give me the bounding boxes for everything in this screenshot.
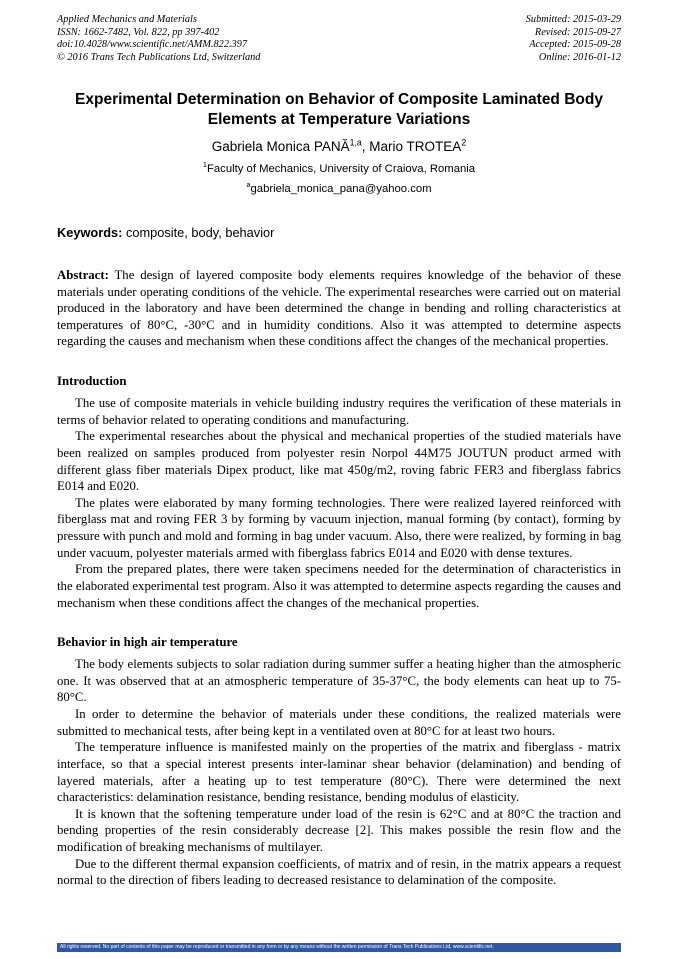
journal-info: [57, 14, 260, 64]
date-online: Online: 2016-01-12: [538, 51, 621, 63]
paragraph: From the prepared plates, there were taken specimens needed for the determination of characteristics in the elaborated experimental test program. Also it was attempted to determine aspects regarding the causes and mechanism when these conditions affect the changes of the mechanical properties.: [57, 562, 621, 610]
abstract-paragraph: [57, 267, 621, 350]
author-line: [57, 139, 621, 154]
affiliation-line: [57, 160, 621, 175]
section-heading-introduction: Introduction: [57, 374, 127, 389]
email-text: gabriela_monica_pana@yahoo.com: [250, 182, 432, 195]
author-separator: ,: [361, 138, 370, 154]
paragraph: The experimental researches about the physical and mechanical properties of the studied materials have been realized on samples produced from polyester resin Norpol 44M75 JOUTUN product armed with different glass fiber materials Dipex product, like mat 450g/m2, roving fabric FER3 and fiberglass fabrics E014 and E020.: [57, 429, 621, 494]
email-superscript: a: [246, 180, 251, 190]
paragraph: The use of composite materials in vehicle building industry requires the verification of these materials in terms of behavior related to operating conditions and manufacturing.: [57, 396, 621, 427]
abstract-label: Abstract:: [57, 267, 109, 282]
keywords-text: composite, body, behavior: [122, 224, 275, 240]
journal-copyright: © 2016 Trans Tech Publications Ltd, Switzerland: [57, 51, 261, 63]
date-revised: Revised: 2015-09-27: [534, 26, 621, 38]
paragraph: The body elements subjects to solar radiation during summer suffer a heating higher than the atmospheric one. It was observed that at an atmospheric temperature of 35-37°C, the body elements can heat up to 75-80°C.: [57, 657, 621, 705]
section-heading-behavior: Behavior in high air temperature: [57, 635, 238, 650]
submission-dates: [526, 14, 621, 64]
author-2-name: Mario TROTEA: [369, 138, 462, 154]
date-accepted: Accepted: 2015-09-28: [529, 39, 621, 51]
journal-issn-volume: ISSN: 1662-7482, Vol. 822, pp 397-402: [57, 26, 220, 38]
abstract-text: The design of layered composite body elements requires knowledge of the behavior of these materials under operating conditions of the vehicle. The experimental researches were carried out on material produced in the laboratory and have been determined the change in bending and rolling characteristics at temperatures of 80°C, -30°C and in humidity conditions. Also it was attempted to determine aspects regarding the causes and mechanism when these conditions affect the changes of the mechanical properties.: [57, 267, 621, 349]
section-behavior-high-air-temperature: [57, 635, 621, 889]
paper-title-line1: Experimental Determination on Behavior of Composite Laminated Body: [75, 91, 603, 109]
page-header: [57, 14, 621, 64]
date-submitted: Submitted: 2015-03-29: [525, 14, 621, 25]
paper-title: [57, 90, 621, 129]
keywords-line: [57, 225, 621, 240]
affiliation-text: Faculty of Mechanics, University of Craiova, Romania: [206, 162, 476, 175]
paper-title-line2: Elements at Temperature Variations: [207, 110, 471, 128]
paragraph: It is known that the softening temperature under load of the resin is 62°C and at 80°C the traction and bending properties of the resin considerably decrease [2]. This makes possible the resin flow and the modification of breaking mechanisms of multilayer.: [57, 806, 621, 855]
footer-copyright-bar: All rights reserved. No part of contents of this paper may be reproduced or transmitted in any form or by any means without the written permission of Trans Tech Publications Ltd, www.scientific.net.: [57, 943, 621, 952]
journal-doi: doi:10.4028/www.scientific.net/AMM.822.397: [57, 39, 247, 51]
affiliation-superscript: 1: [202, 160, 207, 170]
paragraph: Due to the different thermal expansion coefficients, of matrix and of resin, in the matrix appears a request normal to the direction of fibers leading to decreased resistance to delamination of the composite.: [57, 856, 621, 888]
keywords-label: Keywords:: [57, 224, 123, 240]
email-line: [57, 180, 621, 195]
paragraph: The plates were elaborated by many forming technologies. There were realized layered reinforced with fiberglass mat and roving FER 3 by forming by vacuum injection, manual forming (by contact), forming by pressure with punch and mold and forming in bag under vacuum. Also, there were realized, by forming in bag under vacuum, polyester materials armed with fiberglass fabrics E014 and E020 with dense textures.: [57, 495, 621, 560]
author-1-name: Gabriela Monica PANĂ: [211, 138, 350, 154]
paragraph: In order to determine the behavior of materials under these conditions, the realized materials were submitted to mechanical tests, after being kept in a ventilated oven at 80°C for at least two hours.: [57, 707, 621, 738]
author-1-superscript: 1,a: [349, 137, 362, 148]
section-introduction: [57, 374, 621, 611]
author-2-superscript: 2: [461, 137, 467, 148]
journal-name: Applied Mechanics and Materials: [57, 14, 197, 25]
paragraph: The temperature influence is manifested mainly on the properties of the matrix and fiberglass - matrix interface, so that a special interest presents inter-laminar shear behavior (delamination) and bending of layered materials, after a heating up to test temperature (80°C). There were determined the next characteristics: delamination resistance, bending resistance, bending modulus of elasticity.: [57, 740, 621, 805]
